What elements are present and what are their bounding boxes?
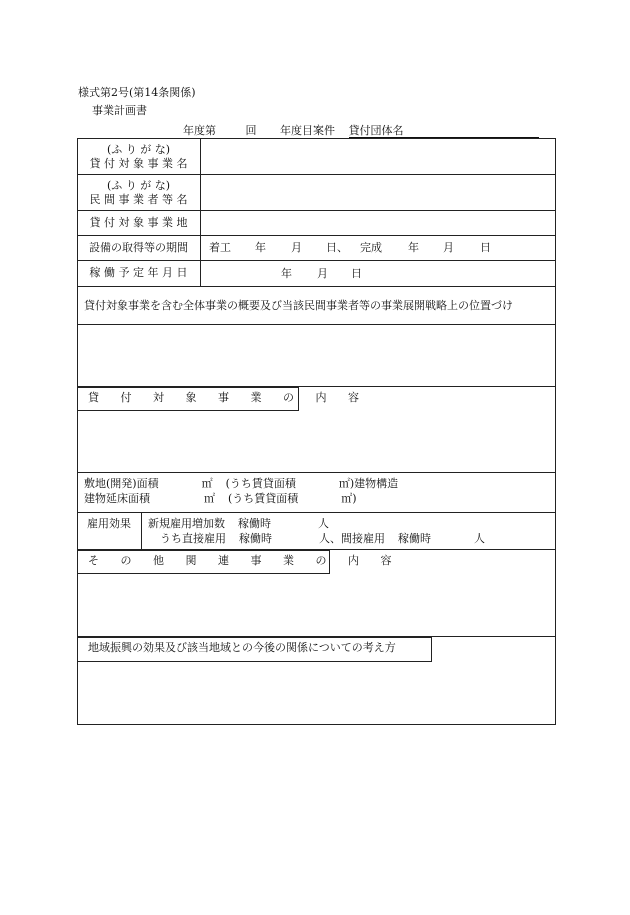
start-month: 月 (291, 241, 302, 254)
content-heading-box (77, 387, 368, 411)
form-number: 様式第2号(第14条関係) (78, 86, 196, 99)
new-jobs-label: 新規雇用増加数 (148, 517, 225, 530)
fiscal-year-label: 年度第 (183, 124, 216, 137)
end-year: 年 (408, 241, 419, 254)
project-name-furigana: (ふ り が な) (106, 143, 171, 156)
regional-heading: 地域振興の効果及び該当地域との今後の関係についての考え方 (88, 641, 396, 654)
site-area-label: 敷地(開発)面積 (84, 477, 159, 490)
content-heading: 貸 付 対 象 事 業 の 内 容 (88, 391, 368, 404)
persons-label-1: 人 (318, 517, 329, 530)
related-field[interactable] (78, 575, 555, 635)
related-heading-box (77, 550, 401, 574)
direct-jobs-line (160, 532, 485, 545)
regional-field[interactable] (78, 663, 555, 724)
site-area-line (84, 477, 398, 490)
project-location-label: 貸 付 対 象 事 業 地 (89, 216, 188, 229)
content-field[interactable] (78, 412, 555, 472)
operating-label-3: 稼働時 (398, 532, 431, 545)
project-name-label (77, 143, 200, 171)
project-name-text: 貸 付 対 象 事 業 名 (89, 156, 188, 170)
row-divider (77, 286, 556, 287)
operator-name-field[interactable] (201, 175, 555, 210)
floor-area-unit: ㎡ (204, 492, 215, 505)
document-title: 事業計画書 (92, 104, 147, 117)
meta-row (183, 124, 539, 138)
overview-heading: 貸付対象事業を含む全体事業の概要及び当該民間事業者等の事業展開戦略上の位置づけ (84, 299, 513, 312)
overview-field[interactable] (78, 325, 555, 385)
row-divider (77, 472, 556, 473)
operation-month: 月 (317, 267, 328, 280)
floor-area-label: 建物延床面積 (84, 492, 150, 505)
start-year: 年 (255, 241, 266, 254)
operator-name-text: 民 間 事 業 者 等 名 (89, 192, 188, 206)
complete-label: 完成 (360, 241, 382, 254)
acquisition-period-field[interactable] (201, 236, 555, 260)
operator-name-furigana: (ふ り が な) (106, 179, 171, 192)
indirect-jobs-label: 人、間接雇用 (319, 532, 385, 545)
lease-area-label-1: (うち賃貸面積 (225, 477, 296, 490)
regional-heading-box (77, 637, 432, 662)
operation-date-label: 稼 働 予 定 年 月 日 (89, 266, 188, 279)
lease-area-unit: ㎡) (341, 492, 357, 505)
project-location-field[interactable] (201, 211, 555, 235)
acquisition-period-label: 設備の取得等の期間 (89, 241, 188, 254)
persons-label-3: 人 (474, 532, 485, 545)
lease-area-label-2: (うち賃貸面積 (228, 492, 299, 505)
operating-label-2: 稼働時 (239, 532, 272, 545)
start-label: 着工 (209, 241, 231, 254)
org-name-label: 貸付団体名 (348, 124, 404, 137)
new-jobs-line (148, 517, 329, 530)
case-number-label: 年度目案件 (280, 124, 335, 137)
end-day: 日 (480, 241, 491, 254)
row-divider (77, 512, 556, 513)
start-day: 日、 (326, 241, 348, 254)
end-month: 月 (443, 241, 454, 254)
floor-area-line (84, 492, 357, 505)
employment-label: 雇用効果 (87, 517, 131, 530)
employment-label-divider (141, 512, 142, 549)
operator-name-label (77, 179, 200, 207)
direct-jobs-label: うち直接雇用 (160, 532, 226, 545)
site-area-unit: ㎡ (201, 477, 213, 490)
project-name-field[interactable] (201, 139, 555, 174)
operation-year: 年 (281, 267, 292, 280)
related-heading: そ の 他 関 連 事 業 の 内 容 (88, 554, 401, 567)
operating-label-1: 稼働時 (238, 517, 271, 530)
org-name-field[interactable] (349, 124, 539, 138)
building-structure-label: ㎡)建物構造 (338, 477, 399, 490)
operation-day: 日 (351, 267, 362, 280)
operation-date-field[interactable] (201, 261, 555, 286)
round-label: 回 (245, 124, 257, 137)
